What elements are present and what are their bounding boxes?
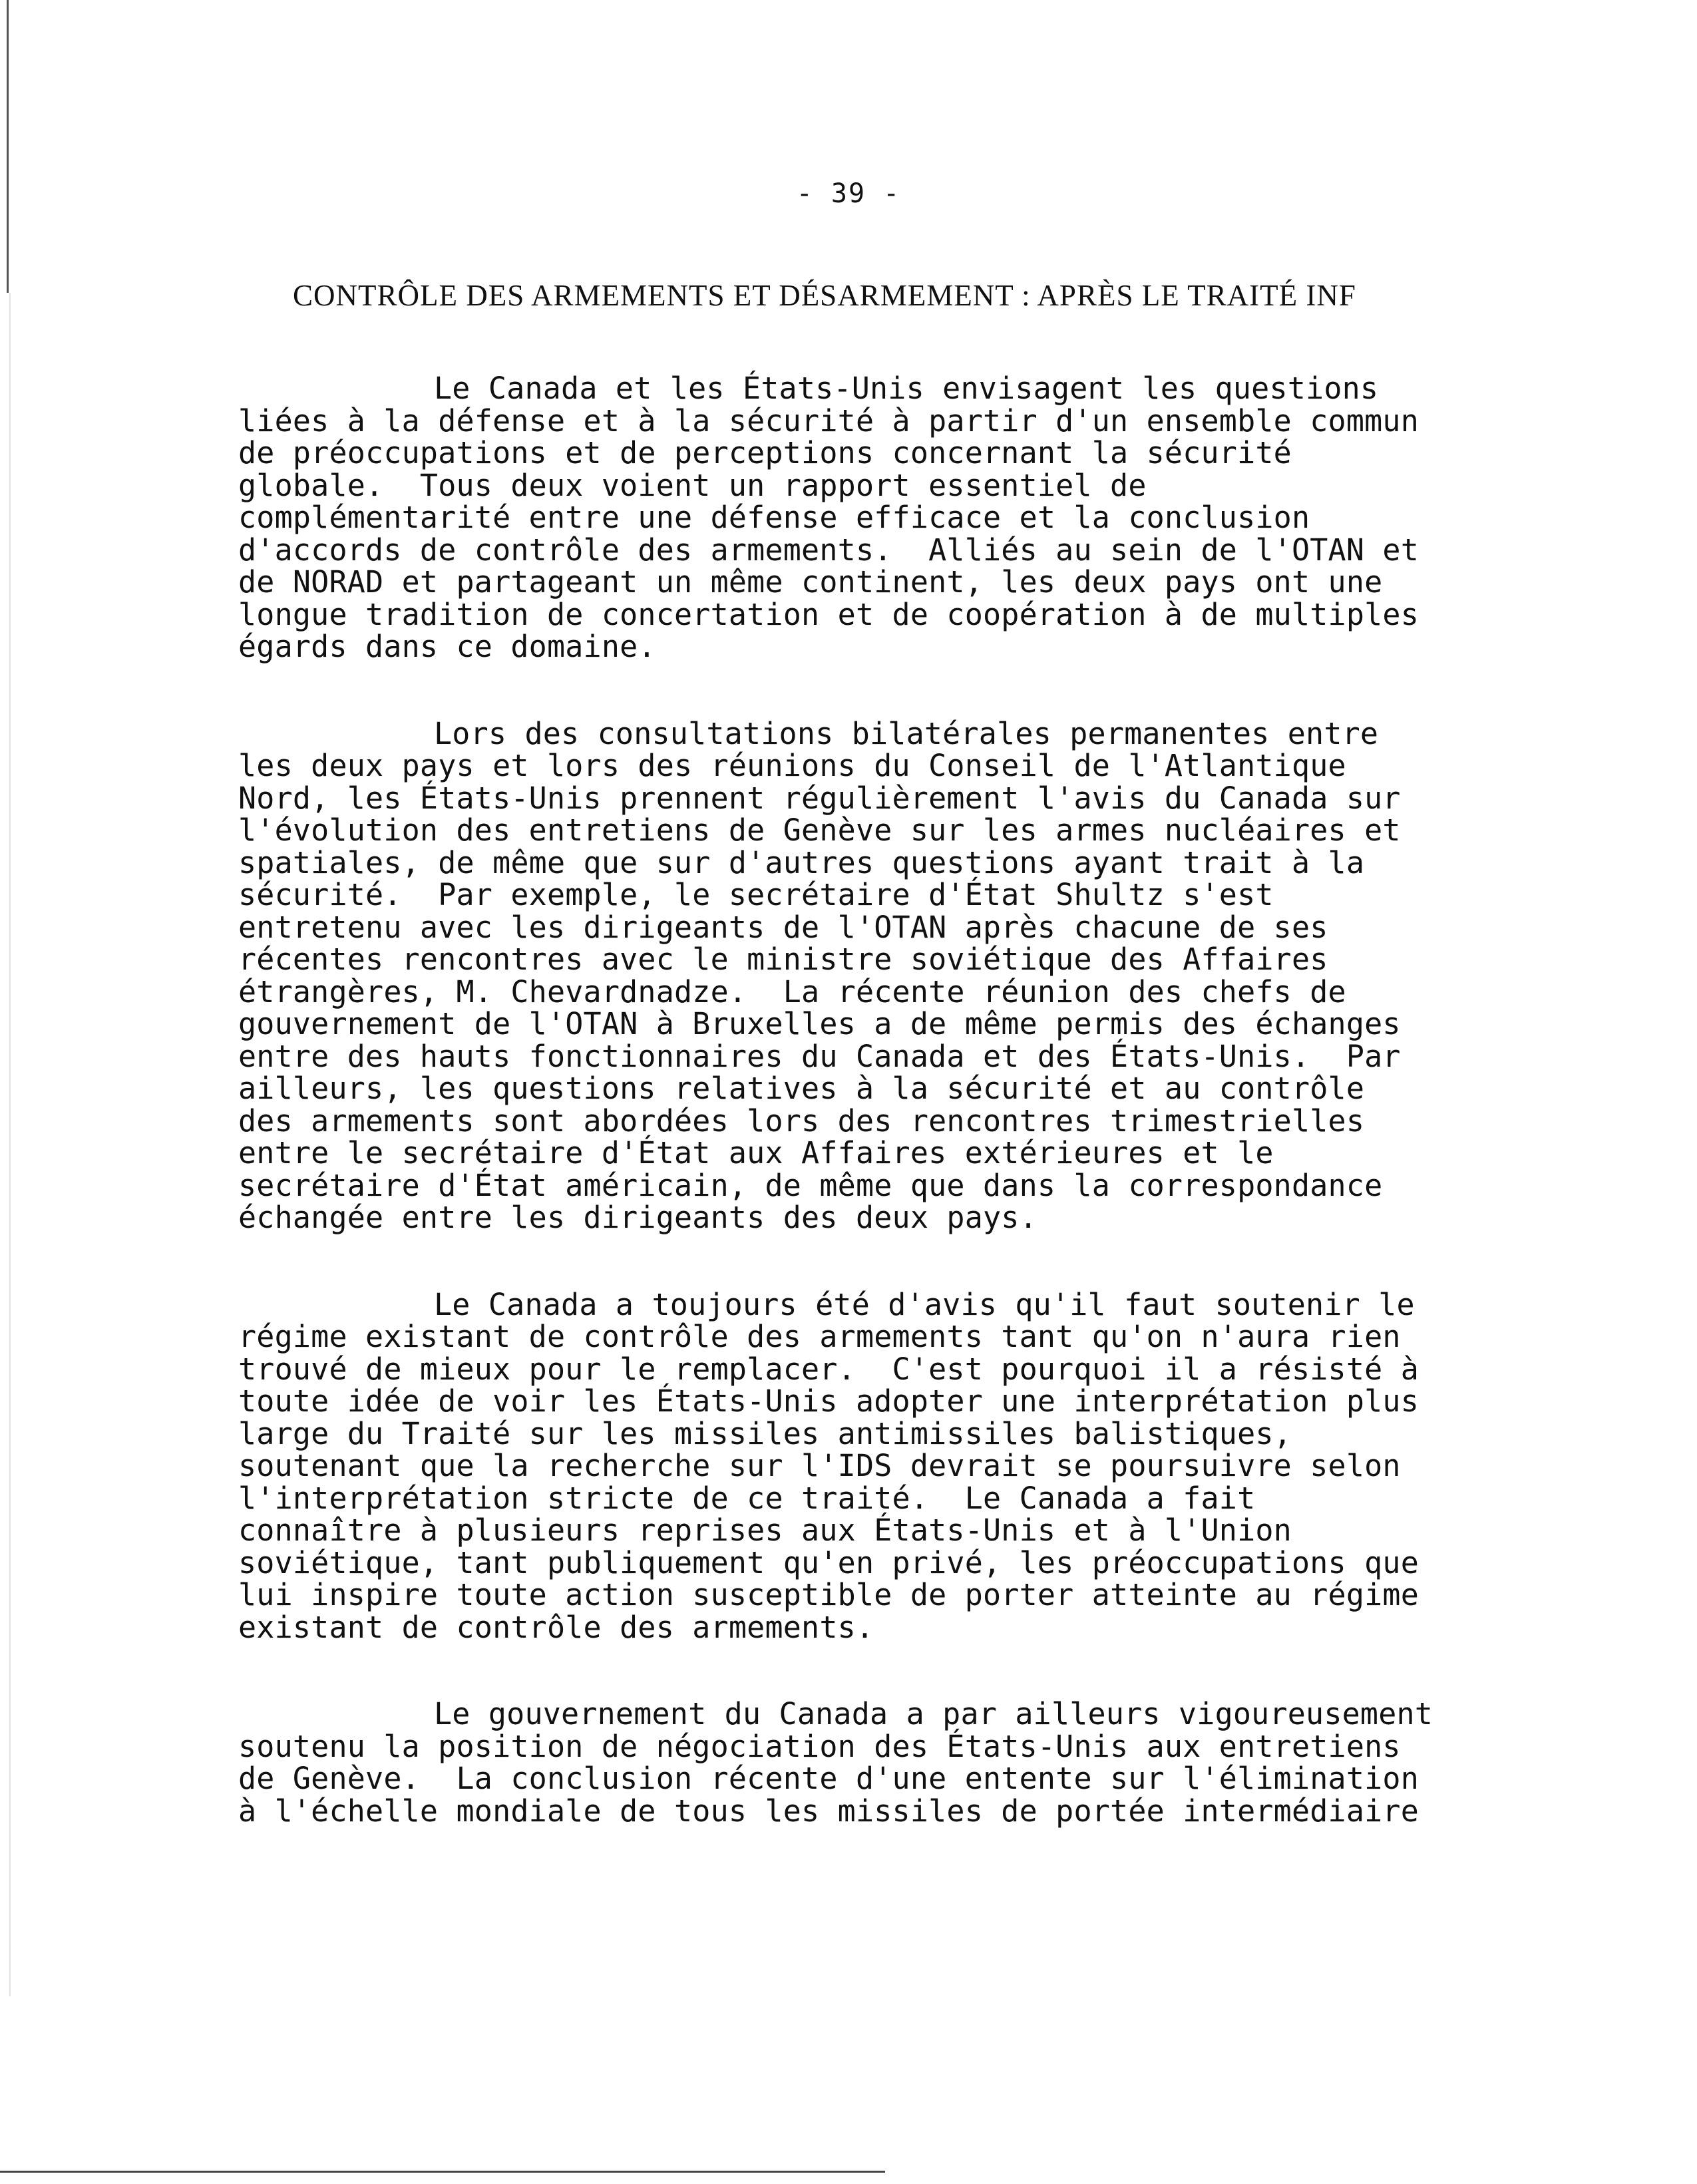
text-line: secrétaire d'État américain, de même que dans la correspondance bbox=[238, 1167, 1383, 1203]
text-line: globale. Tous deux voient un rapport essentiel de bbox=[238, 467, 1147, 503]
text-line: de Genève. La conclusion récente d'une entente sur l'élimination bbox=[238, 1761, 1419, 1796]
text-line: sécurité. Par exemple, le secrétaire d'État Shultz s'est bbox=[238, 877, 1274, 912]
scan-left-edge-faint bbox=[9, 293, 11, 1996]
text-line: récentes rencontres avec le ministre soviétique des Affaires bbox=[238, 942, 1328, 977]
paragraph bbox=[238, 1286, 1509, 1645]
paragraph bbox=[238, 1698, 1509, 1827]
text-line: à l'échelle mondiale de tous les missiles de portée intermédiaire bbox=[238, 1793, 1419, 1829]
text-line: toute idée de voir les États-Unis adopter une interprétation plus bbox=[238, 1383, 1419, 1419]
paragraph bbox=[238, 373, 1509, 663]
text-line: d'accords de contrôle des armements. Alliés au sein de l'OTAN et bbox=[238, 532, 1419, 568]
text-line: les deux pays et lors des réunions du Conseil de l'Atlantique bbox=[238, 748, 1346, 783]
text-line: soutenu la position de négociation des États-Unis aux entretiens bbox=[238, 1728, 1401, 1764]
text-line: échangée entre les dirigeants des deux pays. bbox=[238, 1200, 1037, 1235]
text-line: Nord, les États-Unis prennent régulièrement l'avis du Canada sur bbox=[238, 780, 1401, 816]
page-number: - 39 - bbox=[796, 178, 901, 209]
text-line: connaître à plusieurs reprises aux États-Unis et à l'Union bbox=[238, 1513, 1292, 1548]
section-heading: CONTRÔLE DES ARMEMENTS ET DÉSARMEMENT : APRÈS LE TRAITÉ INF bbox=[293, 279, 1356, 312]
text-line: entretenu avec les dirigeants de l'OTAN après chacune de ses bbox=[238, 909, 1328, 945]
text-line: étrangères, M. Chevardnadze. La récente réunion des chefs de bbox=[238, 974, 1346, 1009]
text-line: ailleurs, les questions relatives à la sécurité et au contrôle bbox=[238, 1071, 1365, 1106]
text-line: l'interprétation stricte de ce traité. Le Canada a fait bbox=[238, 1480, 1256, 1516]
text-line: de préoccupations et de perceptions concernant la sécurité bbox=[238, 435, 1292, 470]
text-line: Lors des consultations bilatérales permanentes entre bbox=[434, 715, 1379, 751]
text-line: spatiales, de même que sur d'autres questions ayant trait à la bbox=[238, 844, 1365, 880]
text-line: gouvernement de l'OTAN à Bruxelles a de même permis des échanges bbox=[238, 1006, 1401, 1041]
scan-bottom-edge bbox=[0, 2171, 885, 2173]
text-line: longue tradition de concertation et de coopération à de multiples bbox=[238, 596, 1419, 632]
text-line: large du Traité sur les missiles antimissiles balistiques, bbox=[238, 1415, 1292, 1451]
text-line: Le Canada et les États-Unis envisagent les questions bbox=[434, 371, 1379, 406]
text-line: liées à la défense et à la sécurité à partir d'un ensemble commun bbox=[238, 403, 1419, 439]
text-line: de NORAD et partageant un même continent, les deux pays ont une bbox=[238, 564, 1383, 600]
text-line: complémentarité entre une défense efficace et la conclusion bbox=[238, 500, 1310, 535]
text-line: existant de contrôle des armements. bbox=[238, 1609, 874, 1645]
text-line: Le Canada a toujours été d'avis qu'il faut soutenir le bbox=[434, 1286, 1415, 1322]
text-line: Le gouvernement du Canada a par ailleurs vigoureusement bbox=[434, 1696, 1433, 1731]
text-line: lui inspire toute action susceptible de porter atteinte au régime bbox=[238, 1577, 1419, 1612]
text-line: entre le secrétaire d'État aux Affaires extérieures et le bbox=[238, 1135, 1274, 1171]
text-line: entre des hauts fonctionnaires du Canada et des États-Unis. Par bbox=[238, 1038, 1401, 1074]
text-line: régime existant de contrôle des armements tant qu'on n'aura rien bbox=[238, 1319, 1401, 1354]
paragraph bbox=[238, 715, 1509, 1235]
text-line: soutenant que la recherche sur l'IDS devrait se poursuivre selon bbox=[238, 1448, 1401, 1483]
text-line: soviétique, tant publiquement qu'en privé, les préoccupations que bbox=[238, 1545, 1419, 1580]
text-line: trouvé de mieux pour le remplacer. C'est pourquoi il a résisté à bbox=[238, 1351, 1419, 1387]
text-line: des armements sont abordées lors des rencontres trimestrielles bbox=[238, 1103, 1365, 1139]
scan-left-edge bbox=[7, 0, 9, 293]
text-line: l'évolution des entretiens de Genève sur les armes nucléaires et bbox=[238, 813, 1401, 848]
text-line: égards dans ce domaine. bbox=[238, 629, 656, 664]
body-text bbox=[238, 373, 1509, 1882]
